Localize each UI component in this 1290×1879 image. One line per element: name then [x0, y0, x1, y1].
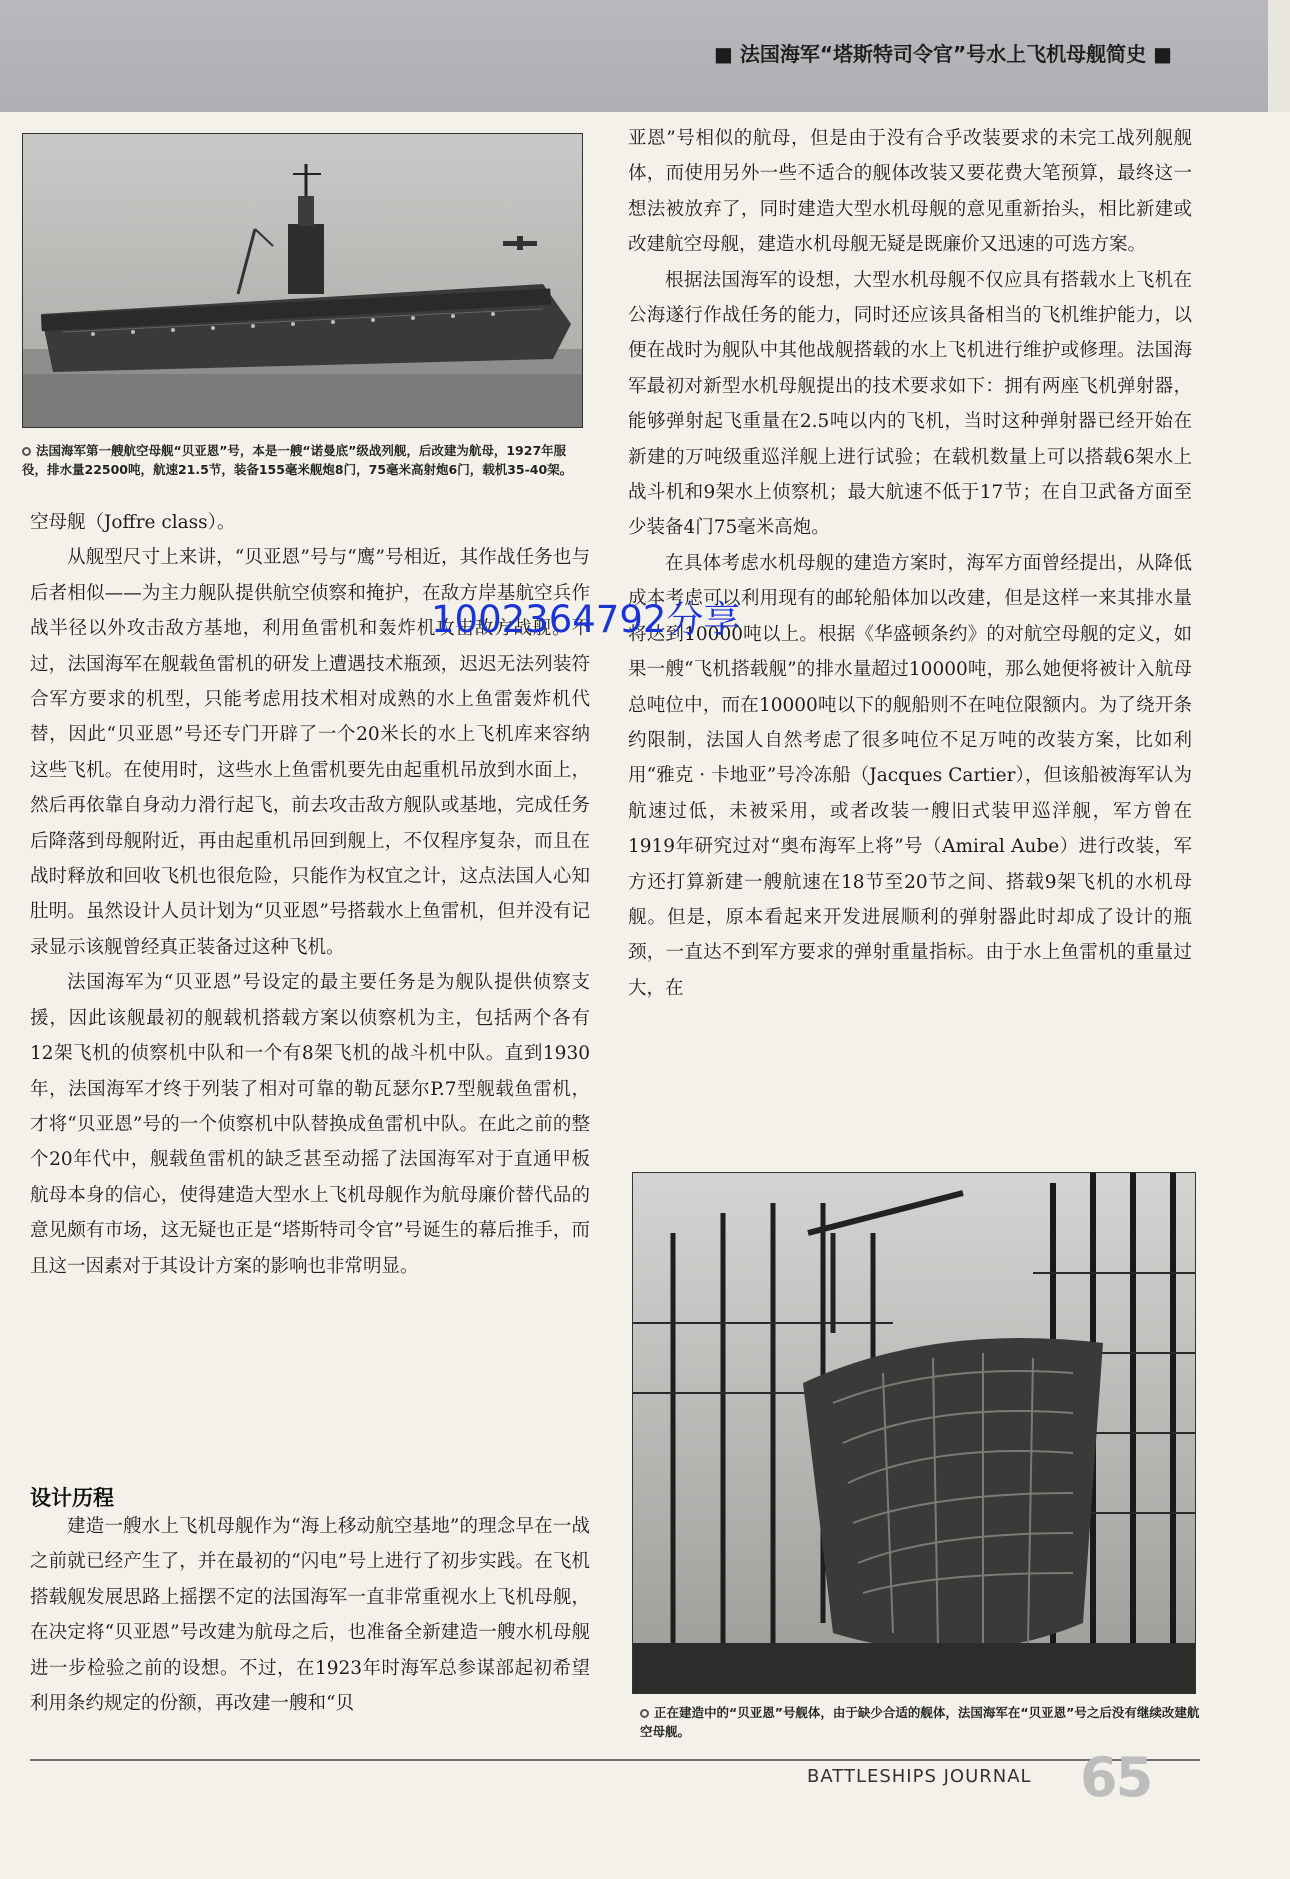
- journal-name: BATTLESHIPS JOURNAL: [807, 1766, 1032, 1787]
- footer-rule: [30, 1759, 1200, 1761]
- header-edge: [1268, 0, 1290, 112]
- caption-text: 正在建造中的“贝亚恩”号舰体，由于缺少合适的舰体，法国海军在“贝亚恩”号之后没有继续改建航空母舰。: [640, 1705, 1200, 1739]
- construction-photo: [632, 1172, 1196, 1694]
- header-band: [0, 0, 1290, 112]
- caption-text: 法国海军第一艘航空母舰“贝亚恩”号，本是一艘“诺曼底”级战列舰，后改建为航母，1927年服役，排水量22500吨，航速21.5节，装备155毫米舰炮8门，75毫米高射炮6门，载机35-40架。: [22, 443, 573, 477]
- paragraph: 在具体考虑水机母舰的建造方案时，海军方面曾经提出，从降低成本考虑可以利用现有的邮轮船体加以改建，但是这样一来其排水量将达到10000吨以上。根据《华盛顿条约》的对航空母舰的定义，如果一艘“飞机搭载舰”的排水量超过10000吨，那么她便将被计入航母总吨位中，而在10000吨以下的舰船则不在吨位限额内。为了绕开条约限制，法国人自然考虑了很多吨位不足万吨的改装方案，比如利用“雅克 · 卡地亚”号冷冻船（Jacques Cartier），但该船被海军认为航速过低，未被采用，或者改装一艘旧式装甲巡洋舰，军方曾在1919年研究过对“奥布海军上将”号（Amiral Aube）进行改装，军方还打算新建一艘航速在18节至20节之间、搭载9架飞机的水机母舰。但是，原本看起来开发进展顺利的弹射器此时却成了设计的瓶颈，一直达不到军方要求的弹射重量指标。由于水上鱼雷机的重量过大，在: [628, 552, 1192, 999]
- left-column-section: [30, 1509, 590, 1721]
- carrier-photo: [22, 133, 583, 428]
- construction-photo-image: [633, 1173, 1195, 1693]
- carrier-photo-caption: [22, 441, 587, 479]
- right-column: [628, 121, 1192, 1006]
- caption-bullet-icon: [640, 1709, 649, 1718]
- paragraph: 从舰型尺寸上来讲，“贝亚恩”号与“鹰”号相近，其作战任务也与后者相似——为主力舰队提供航空侦察和掩护，在敌方岸基航空兵作战半径以外攻击敌方基地，利用鱼雷机和轰炸机攻击敌方战舰。不过，法国海军在舰载鱼雷机的研发上遭遇技术瓶颈，迟迟无法列装符合军方要求的机型，只能考虑用技术相对成熟的水上鱼雷轰炸机代替，因此“贝亚恩”号还专门开辟了一个20米长的水上飞机库来容纳这些飞机。在使用时，这些水上鱼雷机要先由起重机吊放到水面上，然后再依靠自身动力滑行起飞，前去攻击敌方舰队或基地，完成任务后降落到母舰附近，再由起重机吊回到舰上，不仅程序复杂，而且在战时释放和回收飞机也很危险，只能作为权宜之计，这点法国人心知肚明。虽然设计人员计划为“贝亚恩”号搭载水上鱼雷机，但并没有记录显示该舰曾经真正装备过这种飞机。: [30, 547, 590, 958]
- watermark-text: 1002364792分享: [431, 598, 741, 641]
- running-header-title: ■ 法国海军“塔斯特司令官”号水上飞机母舰简史 ■: [713, 42, 1172, 66]
- page-number: 65: [1080, 1746, 1152, 1809]
- paragraph: 亚恩”号相似的航母，但是由于没有合乎改装要求的未完工战列舰舰体，而使用另外一些不适合的舰体改装又要花费大笔预算，最终这一想法被放弃了，同时建造大型水机母舰的意见重新抬头，相比新建或改建航空母舰，建造水机母舰无疑是既廉价又迅速的可选方案。: [628, 128, 1192, 256]
- caption-bullet-icon: [22, 447, 31, 456]
- carrier-photo-image: [23, 134, 582, 427]
- paragraph: 法国海军为“贝亚恩”号设定的最主要任务是为舰队提供侦察支援，因此该舰最初的舰载机搭载方案以侦察机为主，包括两个各有12架飞机的侦察机中队和一个有8架飞机的战斗机中队。直到1930年，法国海军才终于列装了相对可靠的勒瓦瑟尔P.7型舰载鱼雷机，才将“贝亚恩”号的一个侦察机中队替换成鱼雷机中队。在此之前的整个20年代中，舰载鱼雷机的缺乏甚至动摇了法国海军对于直通甲板航母本身的信心，使得建造大型水上飞机母舰作为航母廉价替代品的意见颇有市场，这无疑也正是“塔斯特司令官”号诞生的幕后推手，而且这一因素对于其设计方案的影响也非常明显。: [30, 972, 590, 1277]
- paragraph: 建造一艘水上飞机母舰作为“海上移动航空基地”的理念早在一战之前就已经产生了，并在最初的“闪电”号上进行了初步实践。在飞机搭载舰发展思路上摇摆不定的法国海军一直非常重视水上飞机母舰，在决定将“贝亚恩”号改建为航母之后，也准备全新建造一艘水机母舰进一步检验之前的设想。不过，在1923年时海军总参谋部起初希望利用条约规定的份额，再改建一艘和“贝: [30, 1516, 590, 1715]
- paragraph: 根据法国海军的设想，大型水机母舰不仅应具有搭载水上飞机在公海遂行作战任务的能力，同时还应该具备相当的飞机维护能力，以便在战时为舰队中其他战舰搭载的水上飞机进行维护或修理。法国海军最初对新型水机母舰提出的技术要求如下：拥有两座飞机弹射器，能够弹射起飞重量在2.5吨以内的飞机，当时这种弹射器已经开始在新建的万吨级重巡洋舰上进行试验；在载机数量上可以搭载6架水上战斗机和9架水上侦察机；最大航速不低于17节；在自卫武备方面至少装备4门75毫米高炮。: [628, 269, 1192, 539]
- paragraph: 空母舰（Joffre class）。: [30, 512, 236, 533]
- construction-photo-caption: [640, 1703, 1210, 1741]
- section-heading: 设计历程: [30, 1486, 114, 1510]
